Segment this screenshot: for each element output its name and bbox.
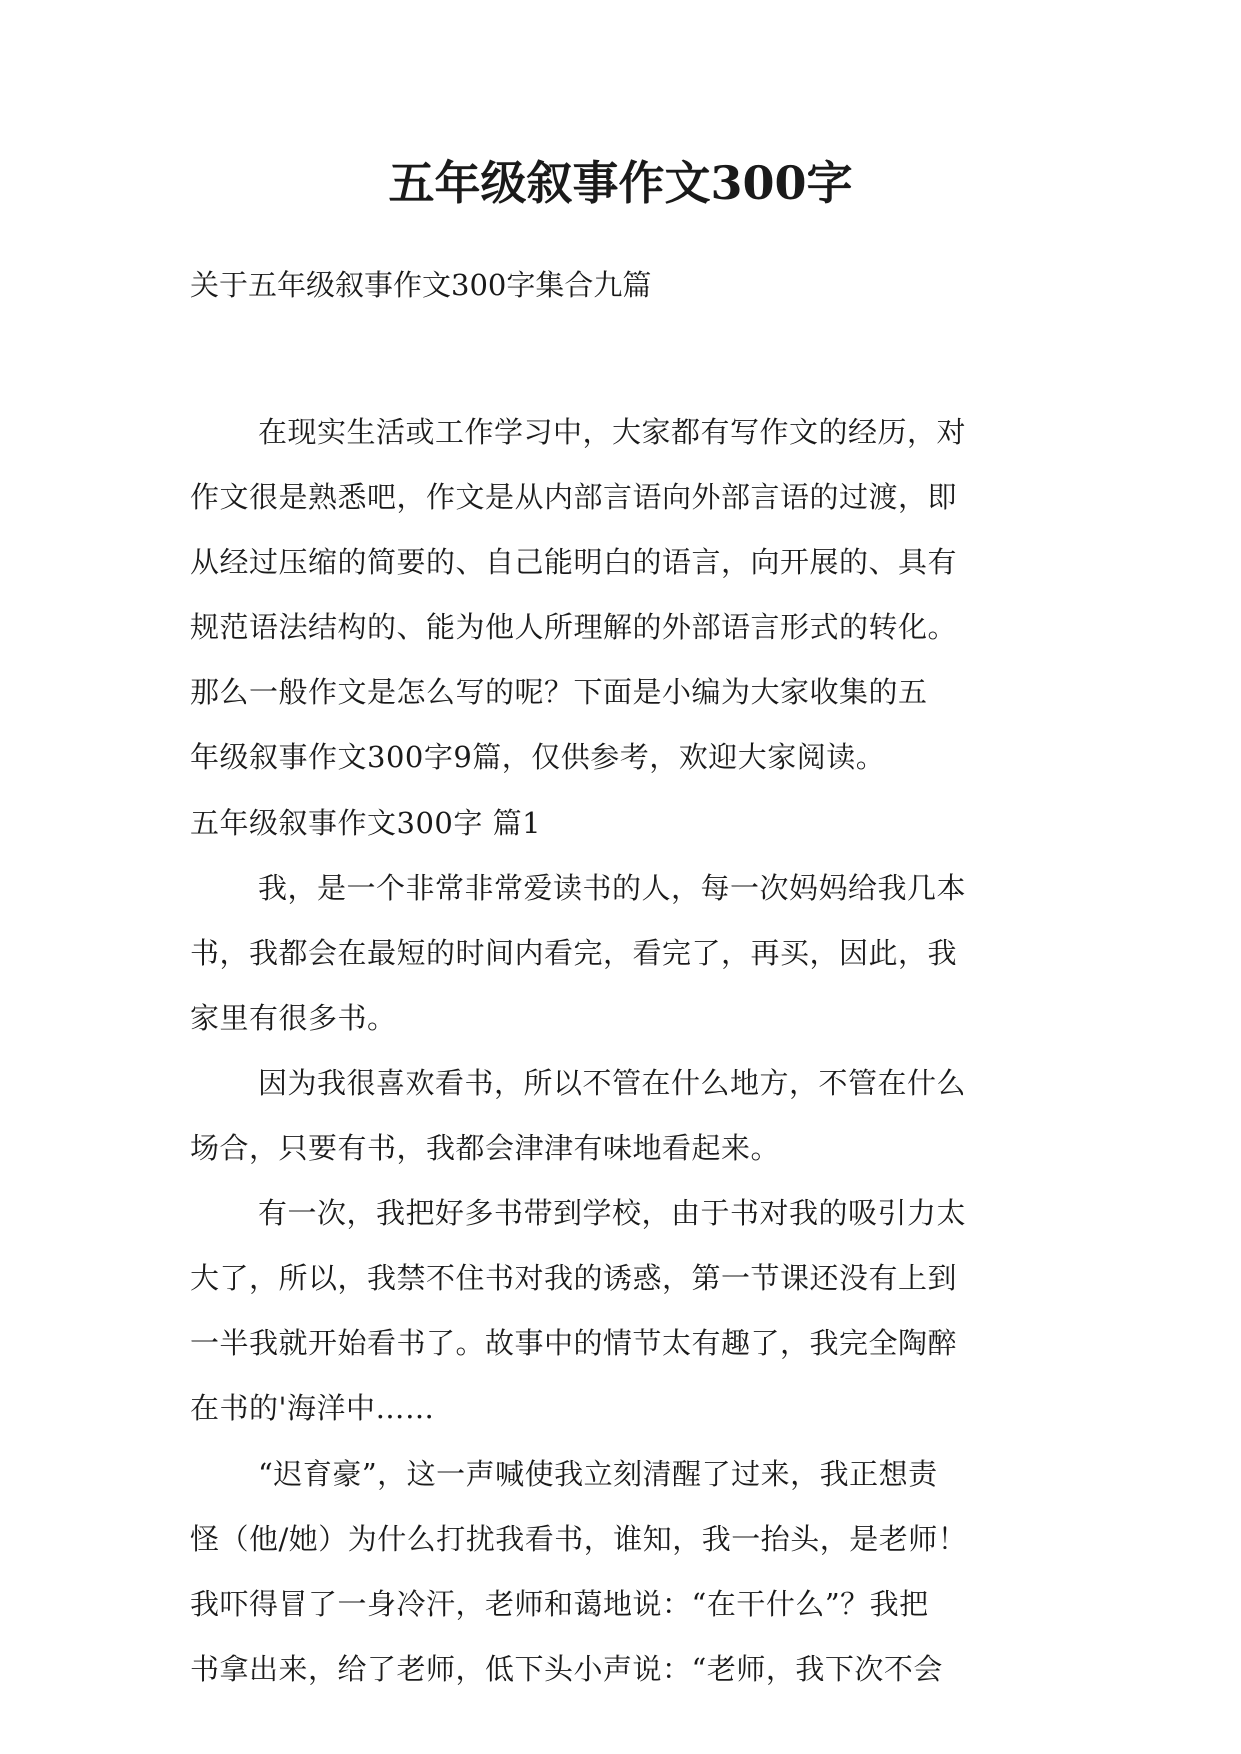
- text-line: 规范语法结构的、能为他人所理解的外部语言形式的转化。: [190, 610, 958, 645]
- text-line: 书拿出来，给了老师，低下头小声说：“老师，我下次不会: [190, 1651, 943, 1686]
- text-line: 我，是一个非常非常爱读书的人，每一次妈妈给我几本: [258, 870, 967, 905]
- text-line: 在现实生活或工作学习中，大家都有写作文的经历，对: [258, 415, 967, 449]
- text-line: 一半我就开始看书了。故事中的情节太有趣了，我完全陶醉: [190, 1326, 958, 1361]
- text-line: 家里有很多书。: [190, 1000, 397, 1035]
- text-line: 因为我很喜欢看书，所以不管在什么地方，不管在什么: [258, 1065, 967, 1100]
- section-heading: 五年级叙事作文300字 篇1: [190, 805, 542, 840]
- text-line: 场合，只要有书，我都会津津有味地看起来。: [190, 1131, 781, 1166]
- text-line: 在书的'海洋中……: [190, 1391, 435, 1426]
- text-line: 年级叙事作文300字9篇，仅供参考，欢迎大家阅读。: [190, 740, 886, 775]
- document-subtitle: 关于五年级叙事作文300字集合九篇: [190, 268, 652, 302]
- document-body: [190, 404, 1060, 1706]
- text-line: 有一次，我把好多书带到学校，由于书对我的吸引力太: [258, 1196, 967, 1231]
- text-line: 怪（他/她）为什么打扰我看书，谁知，我一抬头，是老师！: [190, 1521, 968, 1556]
- text-line: 我吓得冒了一身冷汗，老师和蔼地说：“在干什么”？我把: [190, 1586, 929, 1621]
- text-line: 那么一般作文是怎么写的呢？下面是小编为大家收集的五: [190, 675, 928, 710]
- text-line: 大了，所以，我禁不住书对我的诱惑，第一节课还没有上到: [190, 1261, 958, 1296]
- text-line: 从经过压缩的简要的、自己能明白的语言，向开展的、具有: [190, 545, 958, 580]
- document-title: 五年级叙事作文300字: [388, 156, 853, 210]
- text-line: “迟育豪”，这一声喊使我立刻清醒了过来，我正想责: [258, 1456, 938, 1491]
- text-line: 作文很是熟悉吧，作文是从内部言语向外部言语的过渡，即: [190, 480, 958, 515]
- text-line: 书，我都会在最短的时间内看完，看完了，再买，因此，我: [190, 935, 958, 970]
